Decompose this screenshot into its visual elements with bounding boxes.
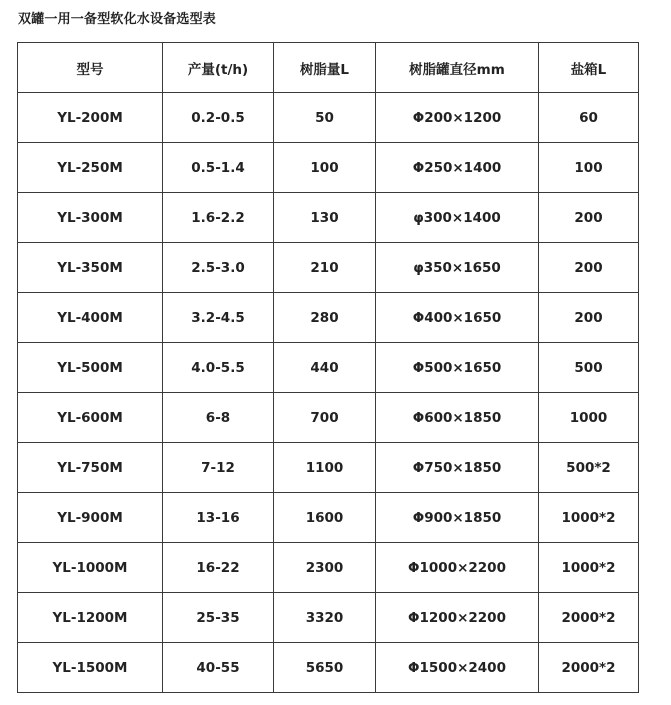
cell-tank-diameter: Φ200×1200 [376,93,539,143]
cell-tank-diameter: Φ400×1650 [376,293,539,343]
selection-table [17,42,639,693]
table-body [18,93,639,693]
table-row [18,193,639,243]
table-header-row [18,43,639,93]
cell-model: YL-200M [18,93,163,143]
header-output: 产量(t/h) [163,43,274,93]
cell-tank-diameter: Φ250×1400 [376,143,539,193]
cell-model: YL-600M [18,393,163,443]
cell-tank-diameter: Φ1200×2200 [376,593,539,643]
cell-model: YL-400M [18,293,163,343]
header-brine-tank: 盐箱L [539,43,639,93]
cell-model: YL-250M [18,143,163,193]
cell-resin-volume: 50 [274,93,376,143]
cell-brine-tank: 200 [539,243,639,293]
cell-resin-volume: 1600 [274,493,376,543]
cell-tank-diameter: Φ1000×2200 [376,543,539,593]
cell-model: YL-500M [18,343,163,393]
cell-output: 4.0-5.5 [163,343,274,393]
cell-model: YL-300M [18,193,163,243]
cell-output: 13-16 [163,493,274,543]
cell-tank-diameter: Φ500×1650 [376,343,539,393]
table-row [18,443,639,493]
cell-resin-volume: 280 [274,293,376,343]
cell-tank-diameter: Φ1500×2400 [376,643,539,693]
cell-output: 7-12 [163,443,274,493]
cell-brine-tank: 1000*2 [539,543,639,593]
cell-resin-volume: 3320 [274,593,376,643]
cell-tank-diameter: φ300×1400 [376,193,539,243]
cell-brine-tank: 2000*2 [539,643,639,693]
page-title: 双罐一用一备型软化水设备选型表 [18,12,217,27]
cell-output: 6-8 [163,393,274,443]
cell-output: 16-22 [163,543,274,593]
cell-brine-tank: 500 [539,343,639,393]
cell-output: 25-35 [163,593,274,643]
cell-brine-tank: 200 [539,293,639,343]
cell-brine-tank: 100 [539,143,639,193]
cell-resin-volume: 5650 [274,643,376,693]
cell-brine-tank: 500*2 [539,443,639,493]
table-row [18,593,639,643]
cell-output: 1.6-2.2 [163,193,274,243]
cell-model: YL-1000M [18,543,163,593]
cell-resin-volume: 1100 [274,443,376,493]
cell-resin-volume: 440 [274,343,376,393]
cell-model: YL-350M [18,243,163,293]
cell-brine-tank: 60 [539,93,639,143]
cell-model: YL-750M [18,443,163,493]
cell-output: 0.2-0.5 [163,93,274,143]
table-row [18,243,639,293]
cell-resin-volume: 100 [274,143,376,193]
table-row [18,493,639,543]
cell-brine-tank: 1000 [539,393,639,443]
cell-tank-diameter: Φ600×1850 [376,393,539,443]
cell-model: YL-1200M [18,593,163,643]
cell-output: 40-55 [163,643,274,693]
cell-brine-tank: 200 [539,193,639,243]
table-row [18,143,639,193]
table-row [18,93,639,143]
cell-resin-volume: 2300 [274,543,376,593]
header-model: 型号 [18,43,163,93]
cell-output: 3.2-4.5 [163,293,274,343]
cell-tank-diameter: Φ750×1850 [376,443,539,493]
header-tank-diameter: 树脂罐直径mm [376,43,539,93]
cell-resin-volume: 130 [274,193,376,243]
table-row [18,643,639,693]
table-row [18,543,639,593]
cell-resin-volume: 700 [274,393,376,443]
table-row [18,393,639,443]
cell-brine-tank: 2000*2 [539,593,639,643]
cell-output: 0.5-1.4 [163,143,274,193]
cell-tank-diameter: φ350×1650 [376,243,539,293]
cell-model: YL-900M [18,493,163,543]
cell-model: YL-1500M [18,643,163,693]
cell-output: 2.5-3.0 [163,243,274,293]
cell-tank-diameter: Φ900×1850 [376,493,539,543]
cell-brine-tank: 1000*2 [539,493,639,543]
cell-resin-volume: 210 [274,243,376,293]
table-row [18,343,639,393]
header-resin-volume: 树脂量L [274,43,376,93]
table-row [18,293,639,343]
